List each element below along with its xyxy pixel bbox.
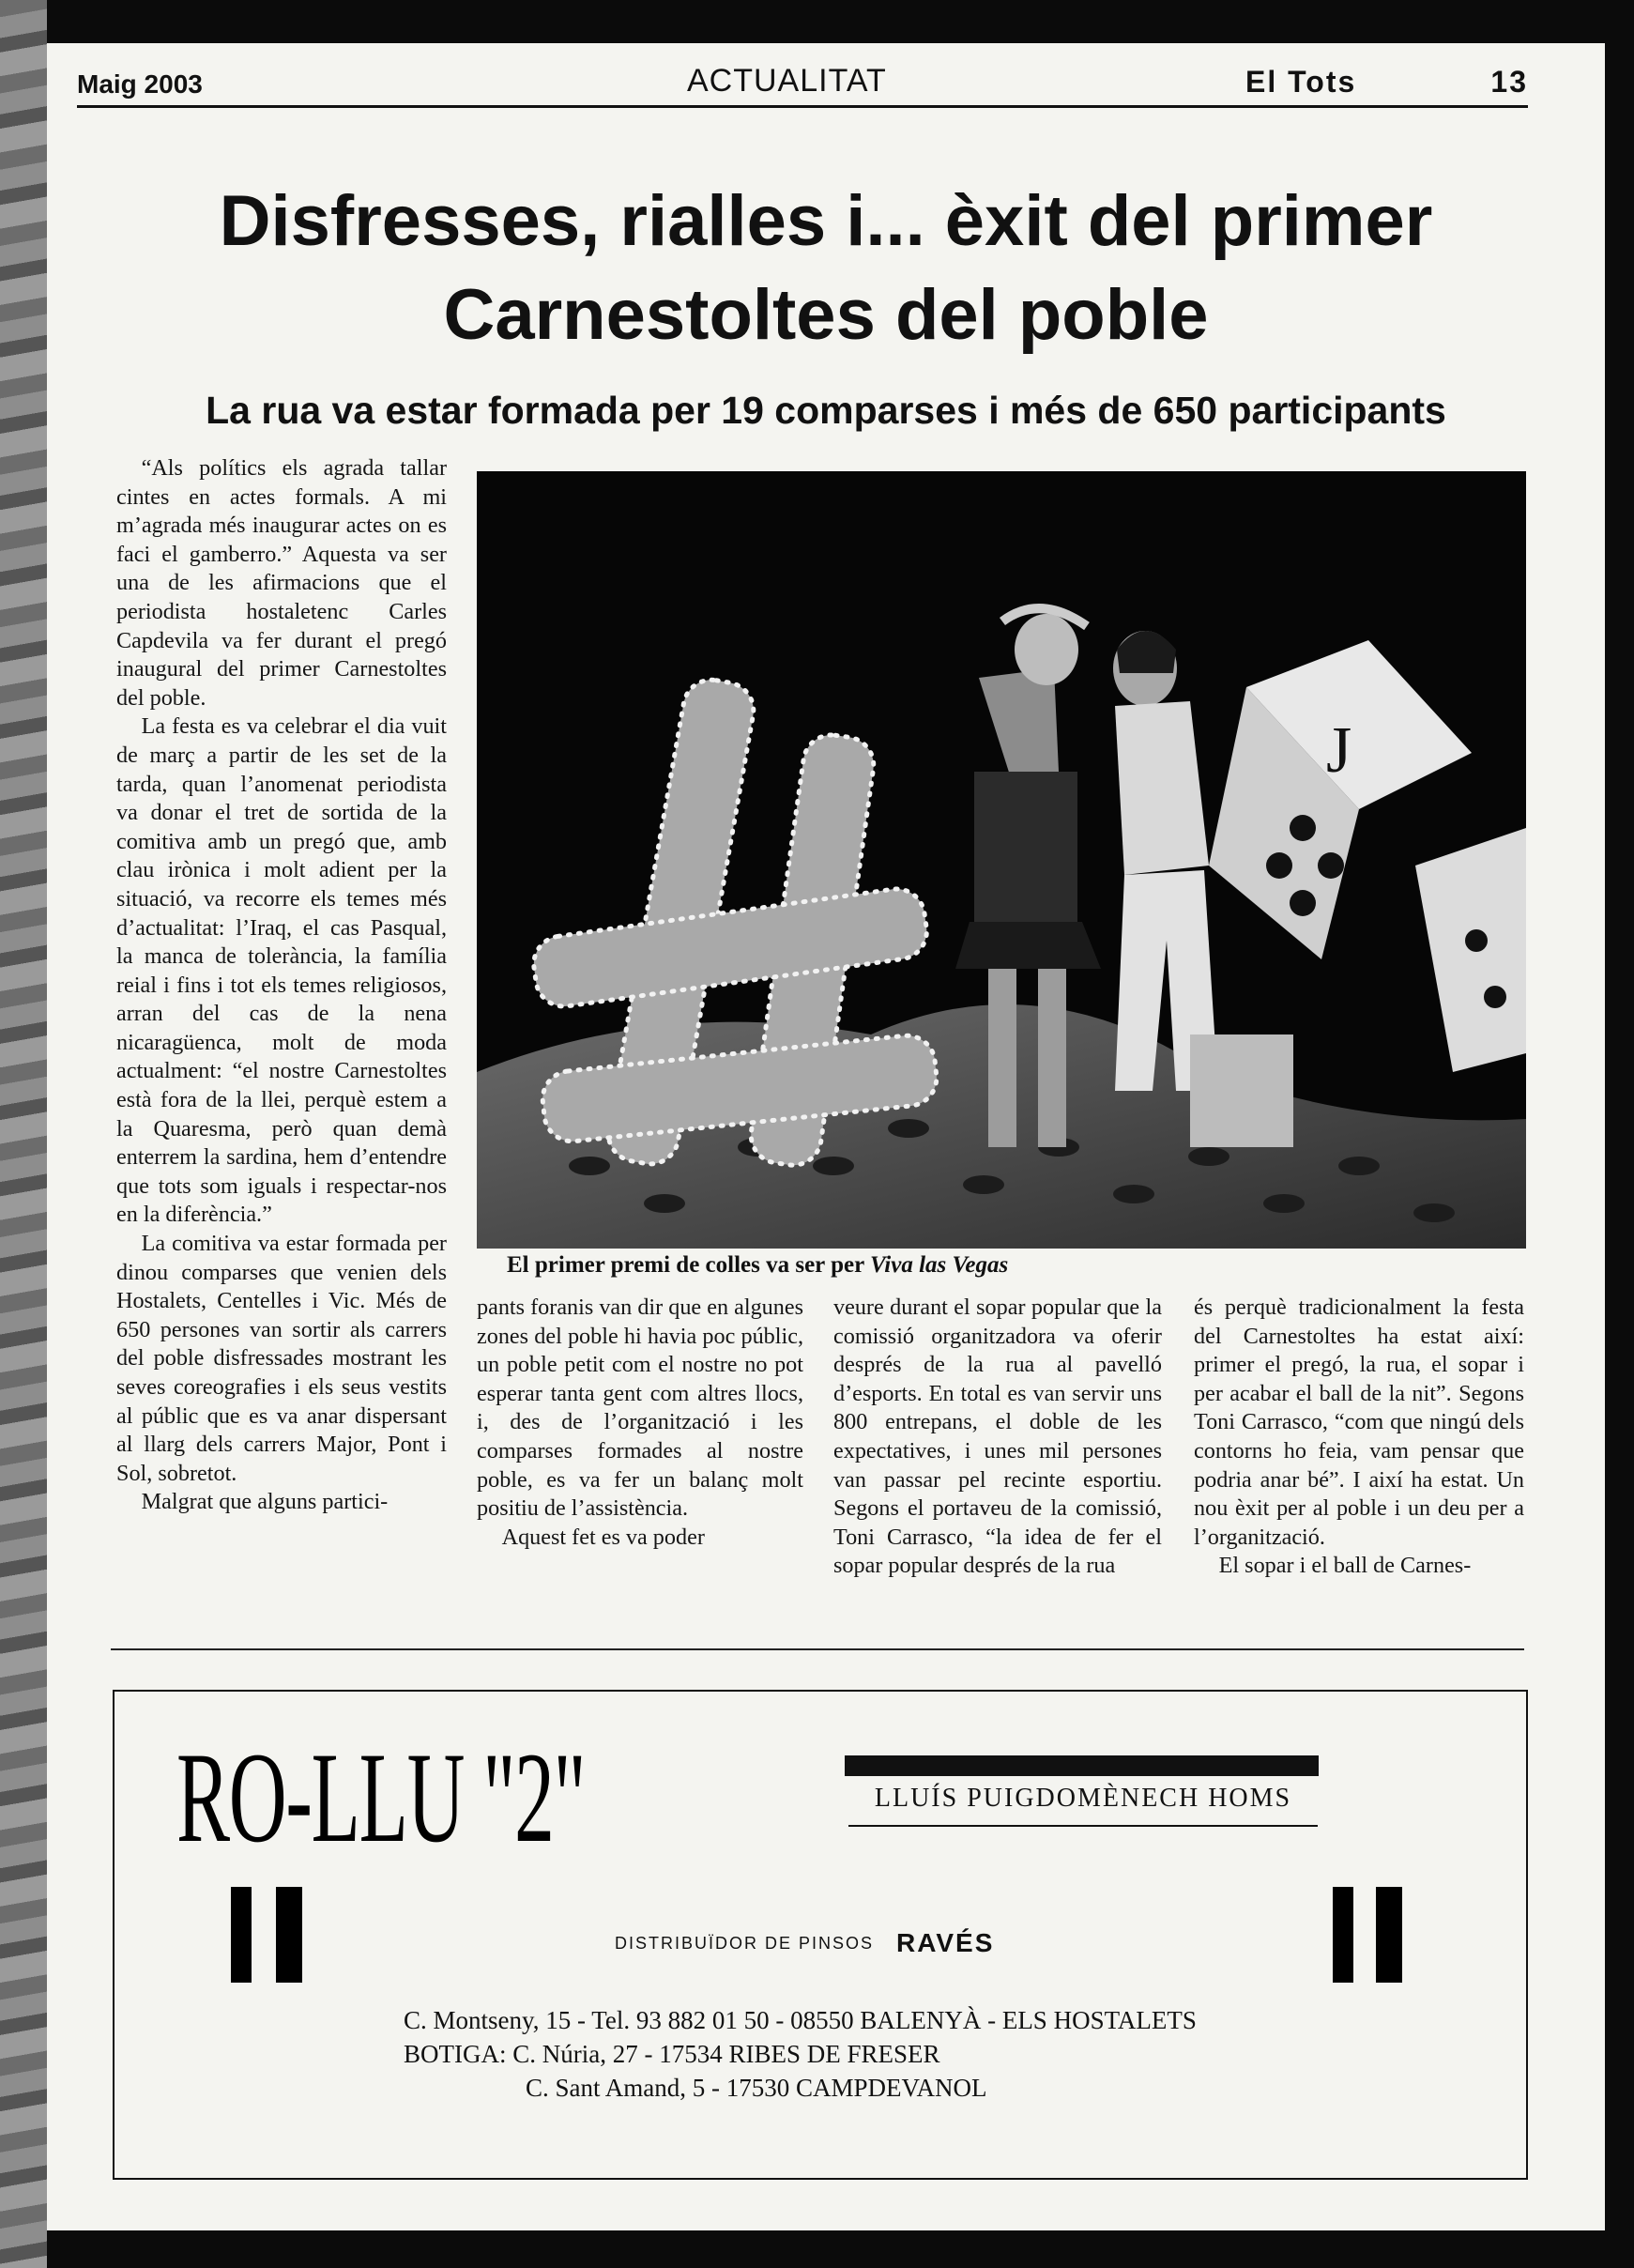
carnival-float-photo: [477, 471, 1526, 1249]
paragraph: “Als polítics els agrada tallar cintes en actes formals. A mi m’agrada més inaugurar actes on es faci el gamberro.” Aquesta va ser una de les afirmacions que el periodista hostaletenc Carles Capdevila va fer durant el pregó inaugural del primer Carnestoltes del poble.: [116, 455, 447, 711]
article-bottom-rule: [111, 1648, 1524, 1650]
svg-text:J: J: [1326, 714, 1352, 787]
paragraph: La festa es va celebrar el dia vuit de març a partir de les set de la tarda, quan l’anomenat periodista va donar el tret de sortida de la comitiva amb un pregó que, amb clau irònica i molt adient per la situació, va recorre els temes més d’actualitat: l’Iraq, el cas Pasqual, la manca de tolerància, la família reial i fins i tot els temes religiosos, arran del cas de la nena nicaragüenca, molt de moda actualment: “el nostre Carnestoltes està fora de la llei, perquè estem a la Quaresma, però quan demà enterrem la sardina, hem d’entendre que tots som iguals i respectar-nos en la diferència.”: [116, 713, 447, 1228]
paragraph: veure durant el sopar popular que la comissió organitzadora va oferir després de la rua al pavelló d’esports. En total es van servir uns 800 entrepans, el doble de les expectatives, i unes mil persones van passar pel recinte esportiu. Segons el portaveu de la comissió, Toni Carrasco, “la idea de fer el sopar popular després de la rua: [833, 1295, 1162, 1579]
paragraph: La comitiva va estar formada per dinou comparses que venien dels Hostalets, Centelles i Vic. Més de 650 persones van sortir als carrers del poble disfressades mostrant les seves coreografies i els seus vestits al públic que es va anar dispersant al llarg dels carrers Major, Pont i Sol, sobretot.: [116, 1231, 447, 1486]
subheadline: La rua va estar formada per 19 comparses i més de 650 participants: [206, 389, 1446, 432]
ad-address-line: C. Montseny, 15 - Tel. 93 882 01 50 - 08550 BALENYÀ - ELS HOSTALETS: [404, 2006, 1197, 2034]
paragraph: El sopar i el ball de Carnes-: [1218, 1553, 1472, 1579]
publication-name: El Tots: [1245, 65, 1357, 99]
article-column-4: [1194, 1294, 1524, 1581]
article-column-3: [833, 1294, 1162, 1581]
ad-black-bar: [845, 1755, 1319, 1776]
article-column-2: [477, 1294, 803, 1552]
page-header: [77, 58, 1528, 108]
ad-address: [404, 2003, 1295, 2105]
headline-line-1: Disfresses, rialles i... èxit del primer: [219, 181, 1433, 261]
ad-brand: RAVÉS: [896, 1928, 995, 1957]
paragraph: Malgrat que alguns partici-: [141, 1489, 389, 1515]
photo-illustration: [477, 471, 1526, 1249]
caption-text: El primer premi de colles va ser per: [507, 1252, 870, 1278]
section-name: ACTUALITAT: [687, 63, 887, 99]
ad-block-mark: [1333, 1887, 1353, 1983]
ad-block-mark: [231, 1887, 252, 1983]
issue-date: Maig 2003: [77, 69, 203, 99]
caption-italic-title: Viva las Vegas: [869, 1252, 1009, 1278]
paragraph: pants foranis van dir que en algunes zones del poble hi havia poc públic, un poble petit com el nostre no pot esperar tanta gent com altres llocs, i, des de l’organització i les comparses formades al nostre poble, es va fer un balanç molt positiu de l’assistència.: [477, 1295, 803, 1522]
headline-line-2: Carnestoltes del poble: [443, 275, 1209, 355]
ad-address-line: BOTIGA: C. Núria, 27 - 17534 RIBES DE FRESER: [404, 2040, 940, 2068]
scanner-credit: [13, 2037, 41, 2244]
paragraph: Aquest fet es va poder: [501, 1524, 705, 1550]
ad-logo: RO-LLU "2": [176, 1725, 586, 1869]
headline: [94, 175, 1558, 362]
ad-address-line: C. Sant Amand, 5 - 17530 CAMPDEVANOL: [526, 2074, 987, 2102]
ad-block-mark: [1376, 1887, 1402, 1983]
page-number: 13: [1490, 65, 1528, 99]
binder-strip: [0, 0, 47, 2268]
photo-caption: [507, 1252, 1520, 1279]
ad-distributor-label: DISTRIBUÏDOR DE PINSOS: [615, 1934, 875, 1953]
ad-owner-name: LLUÍS PUIGDOMÈNECH HOMS: [848, 1784, 1318, 1827]
article-column-1: [116, 454, 447, 1517]
paragraph: és perquè tradicionalment la festa del Carnestoltes ha estat així: primer el pregó, la rua, el sopar i per acabar el ball de la nit”. Segons Toni Carrasco, “com que ningú dels contorns ho feia, vam pensar que podria anar bé”. I així ha estat. Un nou èxit per al poble i un deu per a l’organització.: [1194, 1295, 1524, 1550]
ad-block-mark: [276, 1887, 302, 1983]
